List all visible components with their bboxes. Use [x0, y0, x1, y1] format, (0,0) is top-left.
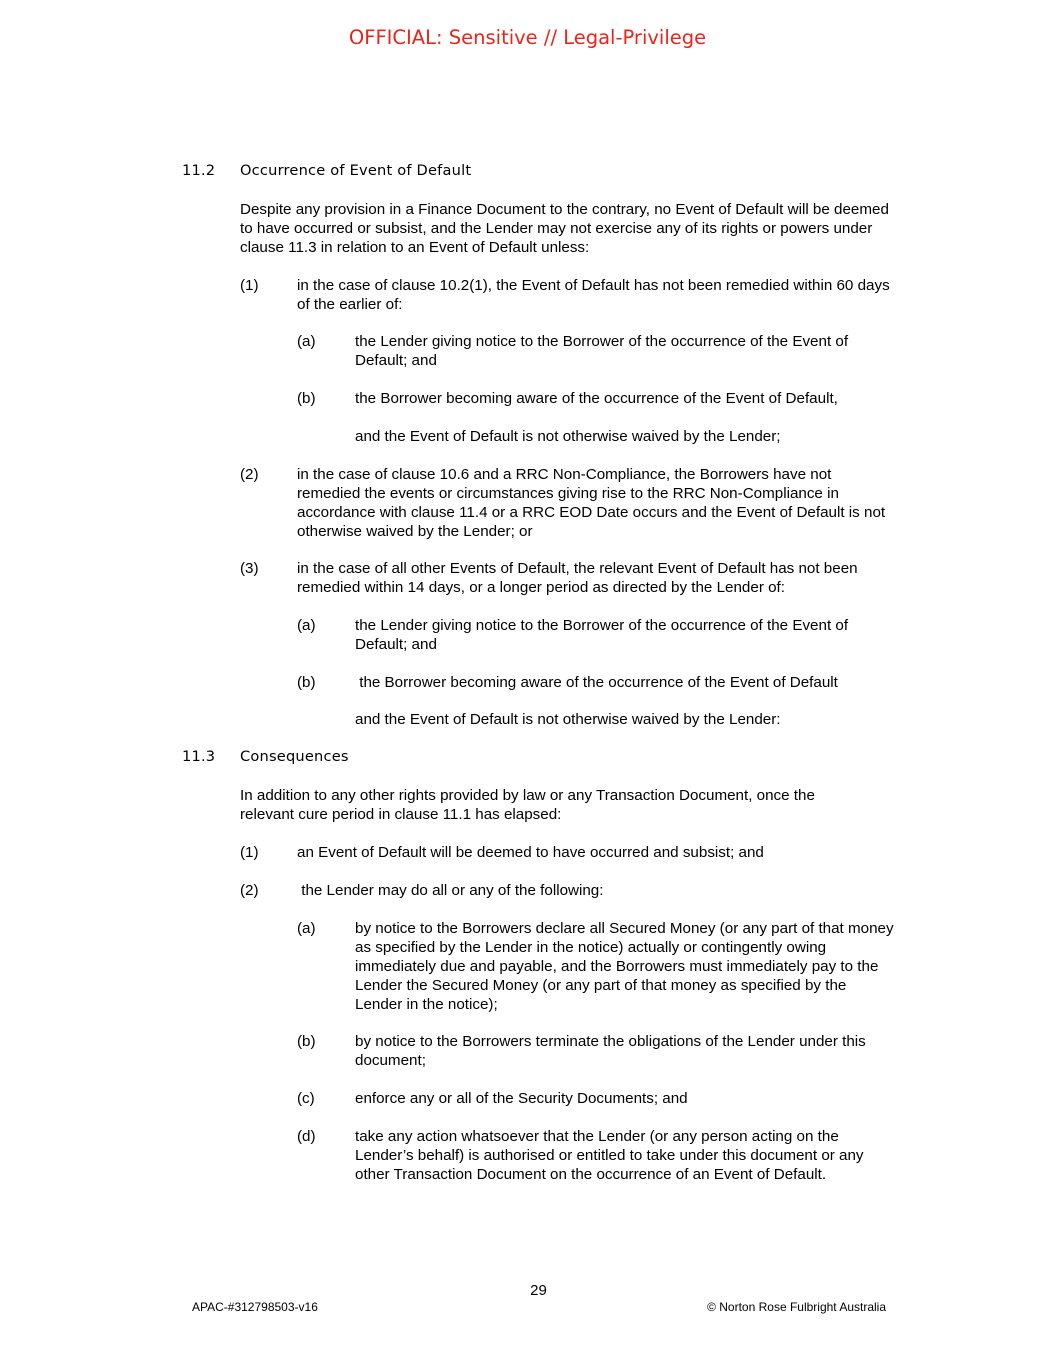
item-text: in the case of clause 10.2(1), the Event of Default has not been remedied within 60 days of the earlier of: [297, 277, 890, 313]
subitem-text: the Borrower becoming aware of the occurrence of the Event of Default [355, 674, 838, 691]
subitem-text: the Lender giving notice to the Borrower of the occurrence of the Event of Default; and [355, 333, 849, 369]
subitem-label: (b) [297, 674, 316, 691]
section-title: Consequences [240, 748, 349, 765]
item-text: in the case of all other Events of Default, the relevant Event of Default has not been remedied within 14 days, or a longer period as directed by the Lender of: [297, 560, 858, 596]
subitem-text: by notice to the Borrowers declare all Secured Money (or any part of that money as specified by the Lender in the notice) actually or contingently owing immediately due and payable, and the Borrowers must immediately pay to the Lender the Secured Money (or any part of that money as specified by the Lender in the notice); [355, 920, 894, 1013]
subitem-label: (c) [297, 1090, 315, 1107]
section-intro: In addition to any other rights provided by law or any Transaction Document, once the relevant cure period in clause 11.1 has elapsed: [240, 787, 815, 823]
item-label: (2) [240, 466, 259, 483]
item-tail: and the Event of Default is not otherwise waived by the Lender: [355, 711, 781, 728]
subitem-label: (b) [297, 390, 316, 407]
subitem-text: by notice to the Borrowers terminate the obligations of the Lender under this document; [355, 1033, 866, 1069]
subitem-label: (a) [297, 920, 316, 937]
item-text: an Event of Default will be deemed to have occurred and subsist; and [297, 844, 764, 861]
section-intro: Despite any provision in a Finance Document to the contrary, no Event of Default will be deemed to have occurred or subsist, and the Lender may not exercise any of its rights or powers under clause 11.3 in relation to an Event of Default unless: [240, 201, 889, 256]
item-label: (1) [240, 844, 259, 861]
subitem-label: (d) [297, 1128, 316, 1145]
subitem-label: (a) [297, 333, 316, 350]
subitem-text: take any action whatsoever that the Lender (or any person acting on the Lender’s behalf) is authorised or entitled to take under this document or any other Transaction Document on the occurrence of an Event of Default. [355, 1128, 864, 1183]
copyright-notice: © Norton Rose Fulbright Australia [707, 1300, 886, 1314]
item-label: (3) [240, 560, 259, 577]
item-label: (2) [240, 882, 259, 899]
item-text: the Lender may do all or any of the following: [297, 882, 604, 899]
subitem-text: the Lender giving notice to the Borrower of the occurrence of the Event of Default; and [355, 617, 849, 653]
page-number: 29 [530, 1282, 547, 1299]
item-text: in the case of clause 10.6 and a RRC Non-Compliance, the Borrowers have not remedied the events or circumstances giving rise to the RRC Non-Compliance in accordance with clause 11.4 or a RRC EOD Date occurs and the Event of Default is not otherwise waived by the Lender; or [297, 466, 886, 540]
section-number: 11.3 [182, 748, 216, 765]
subitem-text: the Borrower becoming aware of the occurrence of the Event of Default, [355, 390, 838, 407]
subitem-text: enforce any or all of the Security Documents; and [355, 1090, 688, 1107]
document-id: APAC-#312798503-v16 [192, 1300, 318, 1314]
item-tail: and the Event of Default is not otherwise waived by the Lender; [355, 428, 781, 445]
item-label: (1) [240, 277, 259, 294]
subitem-label: (a) [297, 617, 316, 634]
section-title: Occurrence of Event of Default [240, 162, 472, 179]
subitem-label: (b) [297, 1033, 316, 1050]
classification-banner: OFFICIAL: Sensitive // Legal-Privilege [348, 26, 707, 49]
section-number: 11.2 [182, 162, 216, 179]
